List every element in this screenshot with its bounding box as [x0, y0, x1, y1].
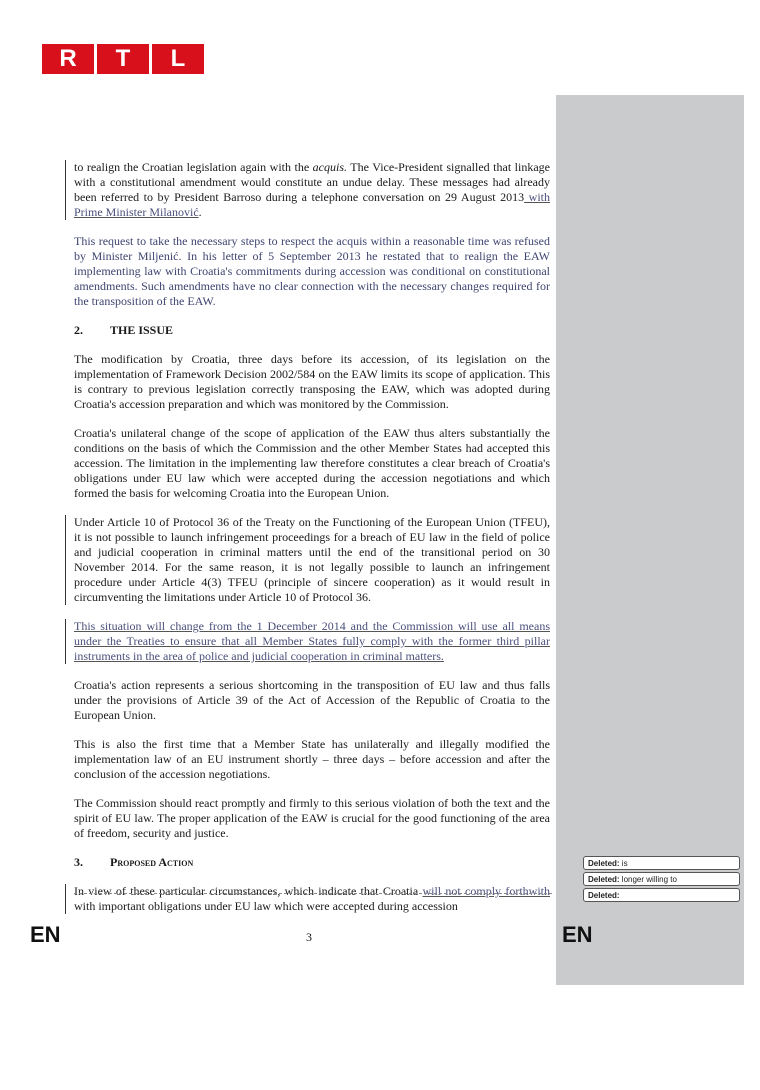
language-label-right: EN — [562, 922, 593, 947]
p10-text-b: with important obligations under EU law which were accepted during accession — [74, 899, 458, 913]
p1-text-b: The Vice-President signalled that linkage with a constitutional amendment would constitute an undue delay. These messages had already been referred to by President Barroso during a telephone conversation on 29 August 2013 — [74, 160, 551, 204]
paragraph-1 — [74, 160, 550, 220]
rtl-logo — [42, 44, 204, 74]
section-number: 3. — [74, 855, 83, 869]
paragraph-2: This request to take the necessary steps to respect the acquis within a reasonable time was refused by Minister Miljenić. In his letter of 5 September 2013 he restated that to realign the EAW implementing law with Croatia's commitments during accession was conditional on constitutional amendments. Such amendments have no clear connection with the necessary changes required for the transposition of the EAW. — [74, 234, 550, 308]
language-label-left: EN — [30, 922, 61, 947]
p1-text-a: to realign the Croatian legislation again with the — [74, 160, 313, 174]
page-number: 3 — [306, 930, 312, 944]
p1-end: . — [198, 205, 202, 219]
p1-acquis: acquis. — [312, 160, 348, 174]
section-heading-2 — [74, 323, 550, 338]
comment-text: longer willing to — [621, 875, 677, 884]
section-title: THE ISSUE — [110, 323, 174, 337]
paragraph-7: Croatia's action represents a serious shortcoming in the transposition of EU law and thus falls under the provisions of Article 39 of the Act of Accession of the Republic of Croatia to the European Union. — [74, 678, 550, 722]
paragraph-4: Croatia's unilateral change of the scope of application of the EAW thus alters substantially the conditions on the basis of which the Commission and the other Member States had accepted this accession. The limitation in the implementing law therefore constitutes a clear breach of Croatia's obligations under EU law which were accepted during the accession negotiations and which formed the basis for welcoming Croatia into the European Union. — [74, 426, 550, 500]
logo-letter-l: L — [152, 44, 204, 74]
p10-text-a: In view of these particular circumstances, which indicate that Croatia — [74, 884, 423, 898]
comment-label: Deleted: — [588, 859, 620, 868]
section-title: Proposed Action — [110, 855, 194, 869]
paragraph-8: This is also the first time that a Member State has unilaterally and illegally modified the implementation law of an EU instrument shortly – three days – before accession and after the conclusion of the accession negotiations. — [74, 737, 550, 781]
deleted-comment-3[interactable] — [583, 888, 740, 902]
comment-margin-panel — [556, 95, 744, 985]
paragraph-5: Under Article 10 of Protocol 36 of the Treaty on the Functioning of the European Union (TFEU), it is not possible to launch infringement proceedings for a breach of EU law in the field of police and judicial cooperation in criminal matters until the end of the transitional period on 30 November 2014. For the same reason, it is not legally possible to launch an infringement procedure under Article 4(3) TFEU (principle of sincere cooperation) as it would result in circumventing the limitations under Article 10 of Protocol 36. — [74, 515, 550, 604]
section-number: 2. — [74, 323, 83, 337]
paragraph-9: The Commission should react promptly and firmly to this serious violation of both the text and the spirit of EU law. The proper application of the EAW is crucial for the good functioning of the area of freedom, security and justice. — [74, 796, 550, 840]
paragraph-6-inserted: This situation will change from the 1 December 2014 and the Commission will use all means under the Treaties to ensure that all Member States fully comply with the former third pillar instruments in the area of police and judicial cooperation in criminal matters. — [74, 619, 550, 663]
tracked-insertion: will not comply forthwith — [422, 884, 551, 898]
comment-connector-line — [74, 893, 552, 894]
deleted-comment-2[interactable] — [583, 872, 740, 886]
document-body — [74, 160, 550, 928]
logo-letter-t: T — [97, 44, 149, 74]
logo-letter-r: R — [42, 44, 94, 74]
comment-label: Deleted: — [588, 875, 620, 884]
paragraph-3: The modification by Croatia, three days before its accession, of its legislation on the implementation of Framework Decision 2002/584 on the EAW limits its scope of application. This is contrary to previous legislation correctly transposing the EAW, which was adopted during Croatia's accession preparation and which was monitored by the Commission. — [74, 352, 550, 411]
comment-label: Deleted: — [588, 891, 620, 900]
comment-text: is — [621, 859, 628, 868]
tracked-insertion: with Prime Minister Milanović — [74, 190, 550, 219]
deleted-comment-1[interactable] — [583, 856, 740, 870]
paragraph-10 — [74, 884, 550, 914]
section-heading-3 — [74, 855, 550, 870]
